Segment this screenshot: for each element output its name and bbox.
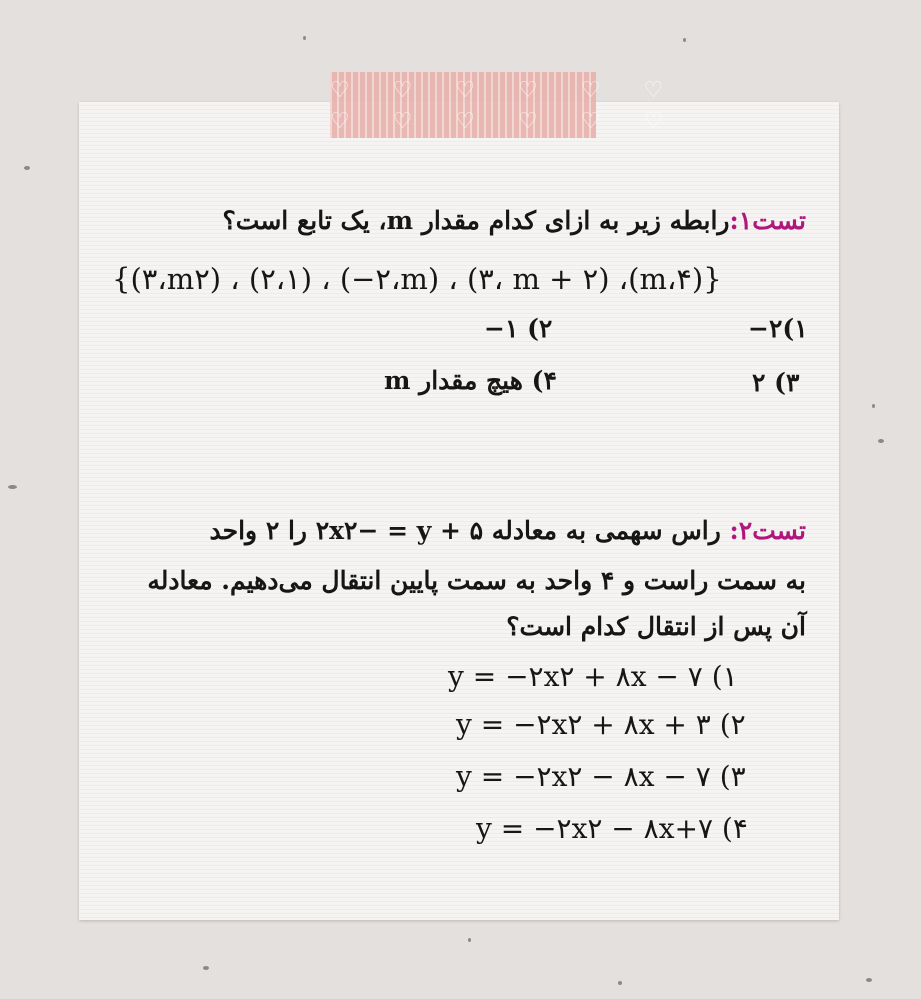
question2-stem-line-1: راس سهمی به معادله ۵ + ۲x۲− = y را ۲ واحد	[209, 516, 721, 545]
background-speck	[866, 978, 872, 982]
question1-label: تست۱:	[729, 206, 806, 235]
question1-option-1[interactable]: −۲(۱	[748, 314, 808, 343]
background-speck	[8, 485, 17, 489]
washi-tape	[330, 72, 682, 138]
question1-option-2[interactable]: −۱ (۲	[484, 314, 553, 343]
question2-line-1	[90, 516, 806, 545]
question1-stem: رابطه زیر به ازای کدام مقدار m، یک تابع است؟	[222, 206, 730, 235]
question1-stem-line	[90, 206, 806, 235]
question2-option-2[interactable]: y = −۲x۲ + ۸x + ۳ (۲	[456, 708, 746, 741]
background-speck	[468, 938, 471, 942]
background-speck	[24, 166, 30, 170]
background-speck	[618, 981, 622, 985]
question1-option-4[interactable]: ۴) هیچ مقدار m	[384, 366, 557, 395]
question2-stem-line-3: آن پس از انتقال کدام است؟	[506, 612, 806, 641]
question2-option-1[interactable]: y = −۲x۲ + ۸x − ۷ (۱	[448, 660, 738, 693]
question1-option-3[interactable]: ۲ (۳	[752, 368, 800, 397]
background-speck	[683, 38, 686, 42]
background-speck	[203, 966, 209, 970]
question2-option-3[interactable]: y = −۲x۲ − ۸x − ۷ (۳	[456, 760, 746, 793]
question2-stem-line-2: به سمت راست و ۴ واحد به سمت پایین انتقال می‌دهیم. معادله	[147, 566, 806, 595]
background-speck	[878, 439, 884, 443]
question2-option-4[interactable]: y = −۲x۲ − ۸x+۷ (۴	[476, 812, 748, 845]
background-speck	[303, 36, 306, 40]
heart-pattern-icon: ♡ ♡ ♡ ♡ ♡ ♡ ♡ ♡ ♡ ♡ ♡ ♡	[330, 78, 682, 134]
background-speck	[872, 404, 875, 408]
question2-label: تست۲:	[729, 516, 806, 545]
question1-relation: {(۳،m۲) ، (۲،۱) ، (−۲،m) ، (۳، m + ۲) ،(m،۴)}	[112, 262, 722, 296]
